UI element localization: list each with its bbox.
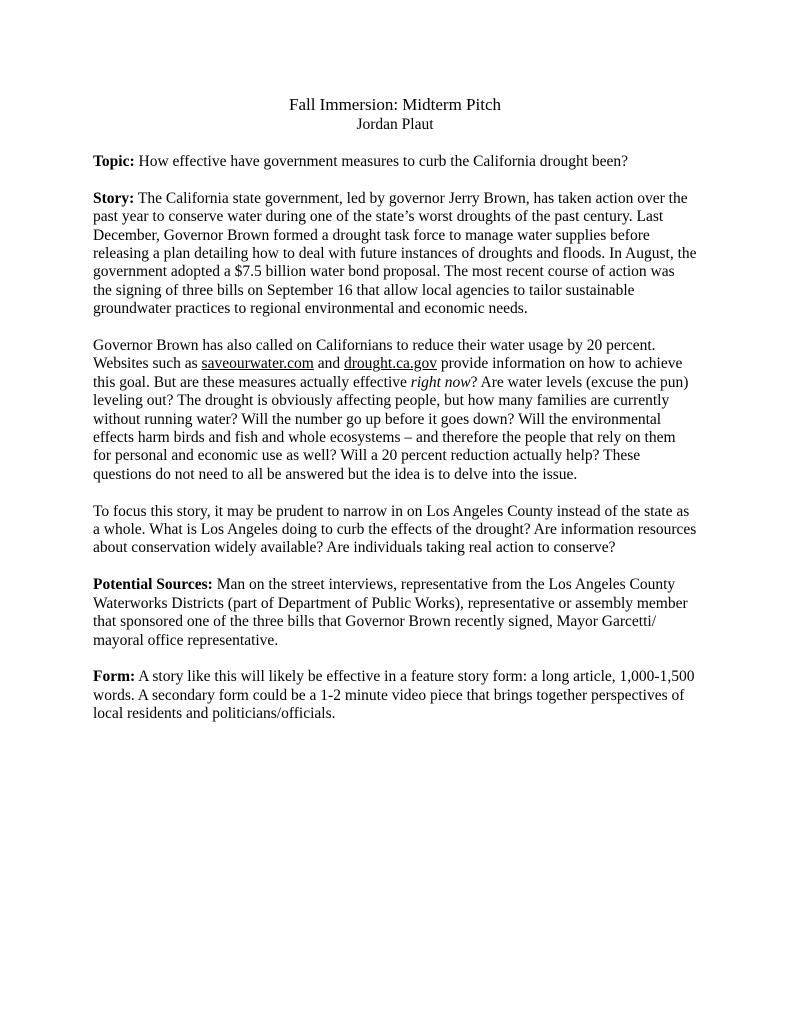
paragraph-story xyxy=(93,190,697,319)
document-content xyxy=(93,94,697,724)
paragraph-focus xyxy=(93,503,697,558)
form-label: Form: xyxy=(93,668,136,686)
paragraph-topic xyxy=(93,153,697,171)
drought-ca-gov-link[interactable]: drought.ca.gov xyxy=(344,355,437,373)
paragraph-sources xyxy=(93,576,697,650)
questions-text-1: Governor Brown has also called on Californians to reduce their water usage by 20 percent. Websites such as xyxy=(93,337,656,373)
form-text: A story like this will likely be effective in a feature story form: a long article, 1,000-1,500 words. A secondary form could be a 1-2 minute video piece that brings together perspectives of local residents and politicians/officials. xyxy=(93,668,695,723)
paragraph-form xyxy=(93,668,697,723)
topic-text: How effective have government measures to curb the California drought been? xyxy=(134,153,629,170)
questions-emphasis: right now xyxy=(410,373,471,391)
sources-label: Potential Sources: xyxy=(93,576,213,594)
story-text: The California state government, led by governor Jerry Brown, has taken action over the past year to conserve water during one of the state’s worst droughts of the past century. Last December, Governor Brown formed a drought task force to manage water supplies before releasing a plan detailing how to deal with future instances of droughts and floods. In August, the government adopted a $7.5 billion water bond proposal. The most recent course of action was the signing of three bills on September 16 that allow local agencies to tailor sustainable groundwater practices to regional environmental and economic needs. xyxy=(93,189,697,318)
document-author: Jordan Plaut xyxy=(356,116,434,133)
paragraph-questions xyxy=(93,337,697,484)
questions-text-4: ? Are water levels (excuse the pun) leveling out? The drought is obviously affecting people, but how many families are currently without running water? Will the number go up before it goes down? Will the environmental effects harm birds and fish and whole ecosystems – and therefore the people that rely on them for personal and economic use as well? Will a 20 percent reduction actually help? These questions do not need to all be answered but the idea is to delve into the issue. xyxy=(93,373,689,483)
sources-text: Man on the street interviews, representative from the Los Angeles County Waterworks Districts (part of Department of Public Works), representative or assembly member that sponsored one of the three bills that Governor Brown recently signed, Mayor Garcetti/ mayoral office representative. xyxy=(93,576,688,649)
saveourwater-link[interactable]: saveourwater.com xyxy=(201,355,314,373)
questions-text-3: provide information on how to achieve this goal. But are these measures actually effective xyxy=(93,355,683,391)
topic-label: Topic: xyxy=(93,153,135,170)
story-label: Story: xyxy=(93,189,135,207)
document-title: Fall Immersion: Midterm Pitch xyxy=(288,95,501,114)
questions-text-2: and xyxy=(313,355,345,373)
focus-text: To focus this story, it may be prudent to narrow in on Los Angeles County instead of the state as a whole. What is Los Angeles doing to curb the effects of the drought? Are information resources about conservation widely available? Are individuals taking real action to conserve? xyxy=(93,502,697,557)
